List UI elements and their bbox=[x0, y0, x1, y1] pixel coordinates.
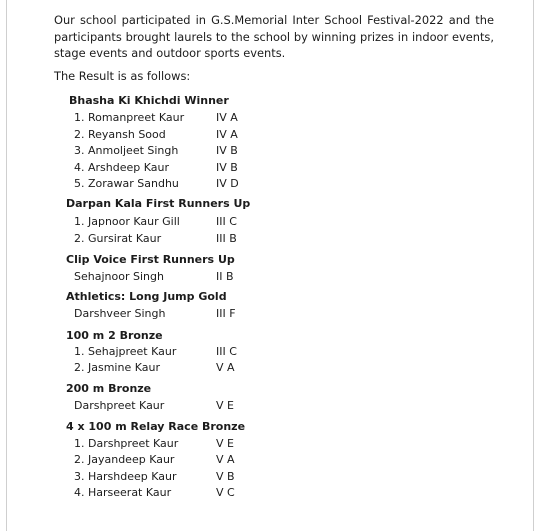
student-name: 5. Zorawar Sandhu bbox=[74, 177, 179, 190]
section-heading: 4 x 100 m Relay Race Bronze bbox=[66, 420, 246, 433]
student-name: 1. Sehajpreet Kaur bbox=[74, 345, 177, 358]
student-class: V A bbox=[216, 361, 235, 374]
student-name: Sehajnoor Singh bbox=[74, 270, 164, 283]
student-name: 1. Japnoor Kaur Gill bbox=[74, 215, 180, 228]
student-name: 1. Romanpreet Kaur bbox=[74, 111, 185, 124]
section-heading: Darpan Kala First Runners Up bbox=[66, 197, 251, 210]
student-name: 3. Harshdeep Kaur bbox=[74, 470, 177, 483]
section-heading: 100 m 2 Bronze bbox=[66, 329, 163, 342]
student-name: Darshpreet Kaur bbox=[74, 399, 165, 412]
student-class: III B bbox=[216, 232, 237, 245]
section-heading: Athletics: Long Jump Gold bbox=[66, 290, 227, 303]
student-name: 4. Arshdeep Kaur bbox=[74, 161, 169, 174]
student-class: V B bbox=[216, 470, 235, 483]
student-class: II B bbox=[216, 270, 234, 283]
student-class: III C bbox=[216, 215, 237, 228]
student-name: 2. Jasmine Kaur bbox=[74, 361, 160, 374]
student-name: 1. Darshpreet Kaur bbox=[74, 437, 179, 450]
result-title: The Result is as follows: bbox=[54, 69, 191, 83]
student-class: IV B bbox=[216, 144, 238, 157]
student-class: IV A bbox=[216, 128, 238, 141]
intro-paragraph: Our school participated in G.S.Memorial Inter School Festival-2022 and the participants brought laurels to the school by winning prizes in indoor events, stage events and outdoor sports events. bbox=[54, 13, 494, 60]
section-heading: Clip Voice First Runners Up bbox=[66, 253, 235, 266]
student-class: IV A bbox=[216, 111, 238, 124]
student-class: IV B bbox=[216, 161, 238, 174]
student-class: III C bbox=[216, 345, 237, 358]
section-heading: 200 m Bronze bbox=[66, 382, 152, 395]
student-name: 3. Anmoljeet Singh bbox=[74, 144, 179, 157]
student-class: IV D bbox=[216, 177, 239, 190]
student-class: V C bbox=[216, 486, 235, 499]
student-name: 2. Reyansh Sood bbox=[74, 128, 166, 141]
student-class: V E bbox=[216, 437, 234, 450]
student-class: V A bbox=[216, 453, 235, 466]
student-name: Darshveer Singh bbox=[74, 307, 166, 320]
student-name: 4. Harseerat Kaur bbox=[74, 486, 172, 499]
student-class: V E bbox=[216, 399, 234, 412]
student-name: 2. Gursirat Kaur bbox=[74, 232, 162, 245]
student-class: III F bbox=[216, 307, 236, 320]
student-name: 2. Jayandeep Kaur bbox=[74, 453, 175, 466]
section-heading: Bhasha Ki Khichdi Winner bbox=[69, 94, 229, 107]
